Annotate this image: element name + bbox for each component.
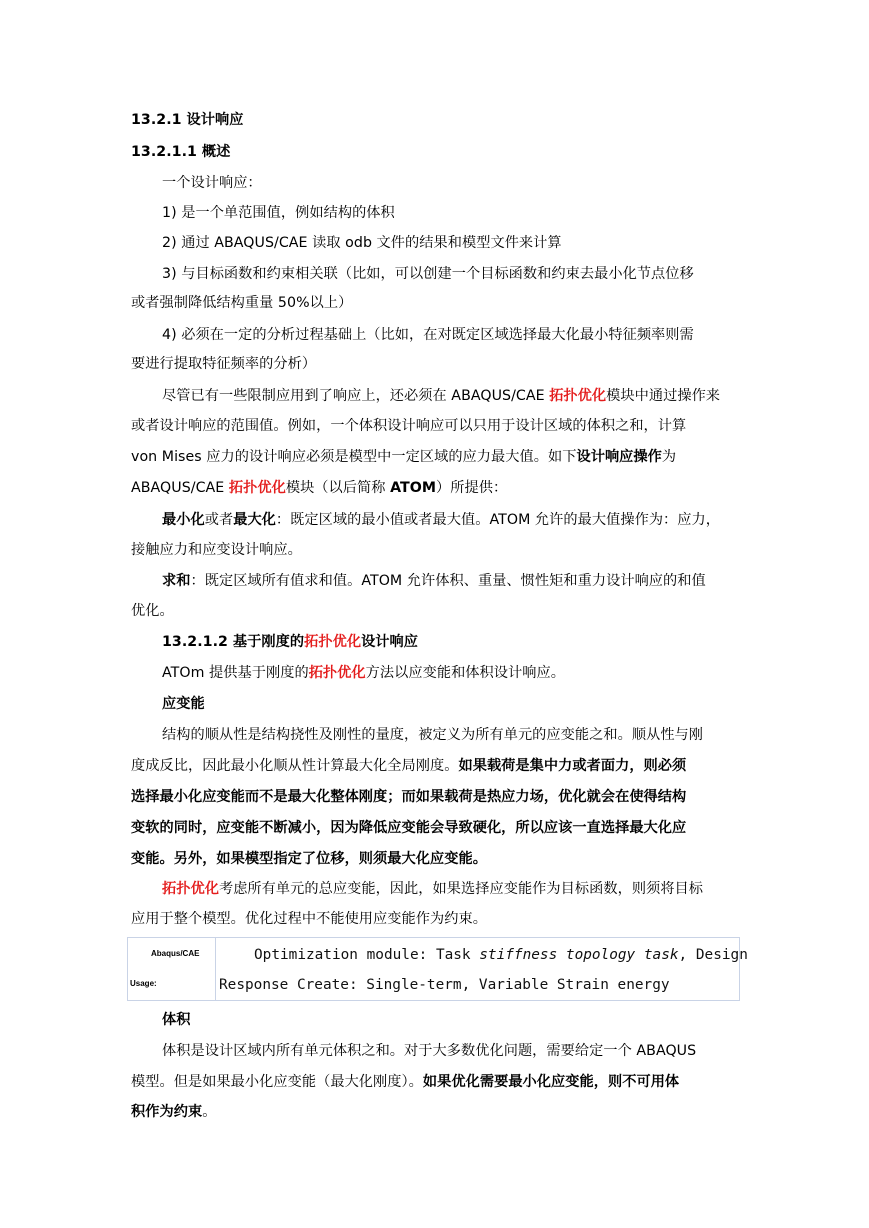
strain-para-line-1: 结构的顺从性是结构挠性及刚性的量度，被定义为所有单元的应变能之和。顺从性与刚	[162, 727, 704, 743]
list-item-2: 2) 通过 ABAQUS/CAE 读取 odb 文件的结果和模型文件来计算	[162, 235, 562, 251]
usage-label-line-2: Usage:	[130, 979, 157, 988]
sum-line-2: 优化。	[131, 603, 174, 619]
text: ABAQUS/CAE	[131, 480, 229, 496]
topology-opt-highlight: 拓扑优化	[308, 665, 366, 681]
ops-para-line-1	[162, 386, 739, 406]
ops-para-line-4	[131, 478, 739, 498]
intro-text: 一个设计响应：	[162, 175, 262, 191]
heading-13-2-1-1: 13.2.1.1 概述	[131, 144, 231, 160]
list-item-3-cont: 或者强制降低结构重量 50%以上）	[131, 295, 353, 311]
heading-13-2-1: 13.2.1 设计响应	[131, 112, 244, 128]
topology-opt-highlight: 拓扑优化	[162, 881, 219, 897]
bold-text: 最小化	[162, 512, 205, 528]
list-item-4: 4) 必须在一定的分析过程基础上（比如，在对既定区域选择最大化最小特征频率则需	[162, 327, 694, 343]
list-item-3: 3) 与目标函数和约束相关联（比如，可以创建一个目标函数和约束去最小化节点位移	[162, 266, 694, 282]
text: 尽管已有一些限制应用到了响应上，还必须在 ABAQUS/CAE	[162, 388, 550, 404]
usage-label-cell	[128, 938, 216, 1000]
usage-row-2: Response Create: Single-term, Variable Strain energy	[219, 977, 670, 993]
topology-opt-highlight: 拓扑优化	[304, 634, 362, 650]
bold-text: 最大化	[233, 512, 276, 528]
text: von Mises 应力的设计响应必须是模型中一定区域的应力最大值。如下	[131, 449, 577, 465]
strain-para-line-4: 变软的同时，应变能不断减小，因为降低应变能会导致硬化，所以应该一直选择最大化应	[131, 820, 687, 836]
ops-para-line-2: 或者设计响应的范围值。例如，一个体积设计响应可以只用于设计区域的体积之和，计算	[131, 418, 687, 434]
abaqus-usage-table	[127, 937, 748, 1001]
text: Optimization module: Task	[254, 947, 480, 963]
topo-para-line-2: 应用于整个模型。优化过程中不能使用应变能作为约束。	[131, 911, 487, 927]
text: 方法以应变能和体积设计响应。	[365, 665, 565, 681]
atom-line	[162, 663, 739, 683]
text: 。	[202, 1104, 217, 1120]
text: ATOm 提供基于刚度的	[162, 665, 309, 681]
text: 或者	[204, 512, 234, 528]
text: 模块中通过操作来	[606, 388, 721, 404]
topology-opt-highlight: 拓扑优化	[549, 388, 607, 404]
usage-label-line-1: Abaqus/CAE	[151, 949, 200, 958]
strain-para-line-3: 选择最小化应变能而不是最大化整体刚度；而如果载荷是热应力场，优化就会在使得结构	[131, 789, 687, 805]
topo-para-line-1	[162, 879, 739, 899]
heading-13-2-1-2	[162, 632, 739, 652]
volume-para-line-1: 体积是设计区域内所有单元体积之和。对于大多数优化问题，需要给定一个 ABAQUS	[162, 1043, 697, 1059]
bold-text: 积作为约束	[131, 1104, 203, 1120]
bold-text: 如果优化需要最小化应变能，则不可用体	[422, 1074, 680, 1090]
sum-line-1	[162, 571, 739, 591]
strain-para-line-2	[131, 756, 739, 776]
text: ：既定区域的最小值或者最大值。ATOM 允许的最大值操作为：应力，	[275, 512, 721, 528]
strain-para-line-5: 变能。另外，如果模型指定了位移，则须最大化应变能。	[131, 851, 487, 867]
text: 度成反比，因此最小化顺从性计算最大化全局刚度。	[131, 758, 459, 774]
text: 设计响应	[361, 634, 419, 650]
text: 为	[661, 449, 677, 465]
text: ）所提供：	[436, 480, 508, 496]
text: 13.2.1.2 基于刚度的	[162, 634, 305, 650]
text: 模块（以后简称	[285, 480, 391, 496]
text: 考虑所有单元的总应变能，因此，如果选择应变能作为目标函数，则须将目标	[218, 881, 704, 897]
volume-heading: 体积	[162, 1012, 191, 1028]
list-item-4-cont: 要进行提取特征频率的分析）	[131, 356, 317, 372]
topology-opt-highlight: 拓扑优化	[228, 480, 286, 496]
italic-text: stiffness topology task	[479, 947, 679, 963]
volume-para-line-3	[131, 1102, 739, 1122]
text: 模型。但是如果最小化应变能（最大化刚度）。	[131, 1074, 423, 1090]
usage-row-1	[254, 940, 748, 970]
usage-content-cell	[218, 938, 748, 1000]
bold-text: ATOM	[390, 480, 436, 496]
text: ：既定区域所有值求和值。ATOM 允许体积、重量、惯性矩和重力设计响应的和值	[190, 573, 706, 589]
text: , Design	[678, 947, 748, 963]
list-item-1: 1) 是一个单范围值，例如结构的体积	[162, 205, 395, 221]
bold-text: 求和	[162, 573, 191, 589]
bold-text: 设计响应操作	[576, 449, 662, 465]
ops-para-line-3	[131, 447, 739, 467]
minmax-line-2: 接触应力和应变设计响应。	[131, 542, 302, 558]
strain-energy-heading: 应变能	[162, 696, 205, 712]
volume-para-line-2	[131, 1072, 739, 1092]
minmax-line-1	[162, 510, 739, 530]
bold-text: 如果载荷是集中力或者面力，则必须	[458, 758, 687, 774]
